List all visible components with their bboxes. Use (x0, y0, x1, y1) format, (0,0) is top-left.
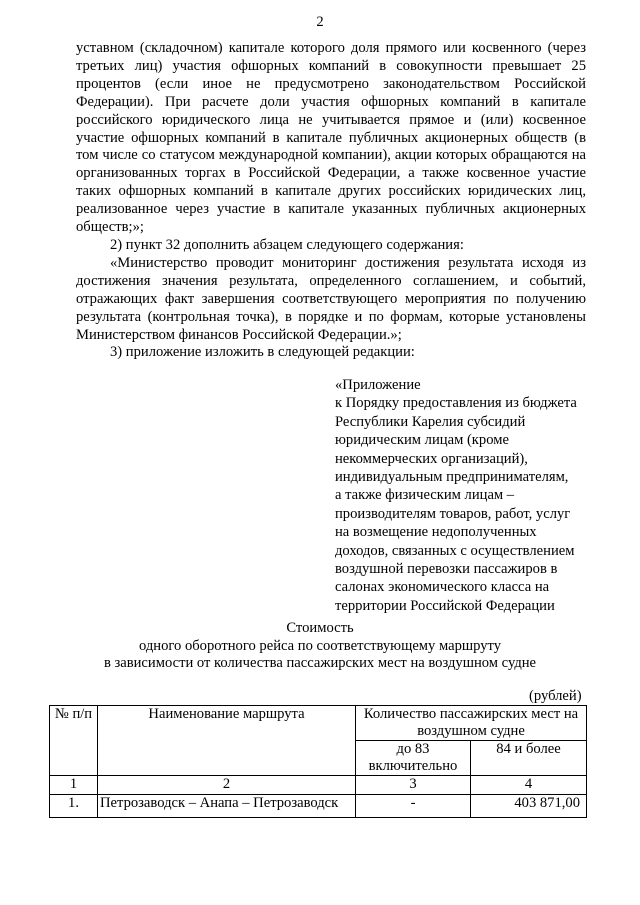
appendix-line: «Приложение (335, 377, 421, 393)
appendix-line: на возмещение недополученных (335, 524, 537, 541)
paragraph-item-3: 3) приложение изложить в следующей редакции: (110, 344, 415, 361)
appendix-line: Республики Карелия субсидий (335, 413, 526, 430)
paragraph-item-2: 2) пункт 32 дополнить абзацем следующего содержания: (110, 236, 464, 253)
appendix-line: индивидуальным предпринимателям, (335, 469, 569, 486)
column-number: 4 (471, 776, 587, 795)
title-line-3: в зависимости от количества пассажирских мест на воздушном судне (103, 655, 537, 671)
appendix-line: воздушной перевозки пассажиров в (335, 561, 558, 578)
routes-cost-table (49, 705, 587, 818)
title-line-2: одного оборотного рейса по соответствующему маршруту (138, 637, 502, 654)
table-row (50, 795, 587, 818)
body-text (76, 40, 586, 362)
paragraph-offshore-continuation: уставном (складочном) капитале которого доля прямого или косвенного (через третьих лиц) участия офшорных компаний в совокупности превышает 25 процентов (если иное не предусмотрено законодательством Российской Федерации). При расчете доли участия офшорных компаний в капитале российского юридического лица не учитывается прямое и (или) косвенное участие офшорных компаний в капитале публичных акционерных обществ (в том числе со статусом международной компании), акции которых обращаются на организованных торгах в Российской Федерации, а также косвенное участие таких офшорных компаний в капитале других российских юридических лиц, реализованное через участие в капитале указанных публичных акционерных обществ;»; (76, 40, 586, 236)
column-number: 3 (356, 776, 471, 795)
column-numbers-row (50, 776, 587, 795)
appendix-line: юридическим лицам (кроме (335, 432, 509, 449)
appendix-line: доходов, связанных с осуществлением (335, 542, 575, 559)
appendix-line: территории Российской Федерации (335, 597, 555, 614)
row-cost-84-plus: 403 871,00 (471, 795, 587, 818)
column-number: 2 (98, 776, 356, 795)
appendix-line: производителям товаров, работ, услуг (335, 505, 571, 522)
table-header-row (50, 706, 587, 741)
header-route: Наименование маршрута (98, 706, 356, 776)
appendix-line: к Порядку предоставления из бюджета (335, 395, 577, 412)
document-title (0, 620, 640, 673)
row-number: 1. (50, 795, 98, 818)
page-number: 2 (316, 14, 324, 30)
header-seats-84-plus: 84 и более (471, 741, 587, 776)
appendix-line: некоммерческих организаций), (335, 450, 528, 467)
header-seats-group: Количество пассажирских мест на воздушном судне (356, 706, 587, 741)
units-label: (рублей) (529, 688, 582, 704)
appendix-line: а также физическим лицам – (335, 487, 515, 504)
title-line-1: Стоимость (286, 620, 354, 636)
row-route: Петрозаводск – Анапа – Петрозаводск (98, 795, 356, 818)
column-number: 1 (50, 776, 98, 795)
row-cost-up-to-83: - (356, 795, 471, 818)
paragraph-monitoring-quote: «Министерство проводит мониторинг достижения результата исходя из достижения значения результата, определенного соглашением, и событий, отражающих факт завершения соответствующего мероприятия по получению результата (контрольная точка), в порядке и по формам, которые установлены Министерством финансов Российской Федерации.»; (76, 254, 586, 343)
appendix-heading (335, 376, 595, 615)
appendix-line: салонах экономического класса на (335, 579, 550, 596)
header-number: № п/п (50, 706, 98, 776)
header-seats-up-to-83: до 83 включительно (356, 741, 471, 776)
